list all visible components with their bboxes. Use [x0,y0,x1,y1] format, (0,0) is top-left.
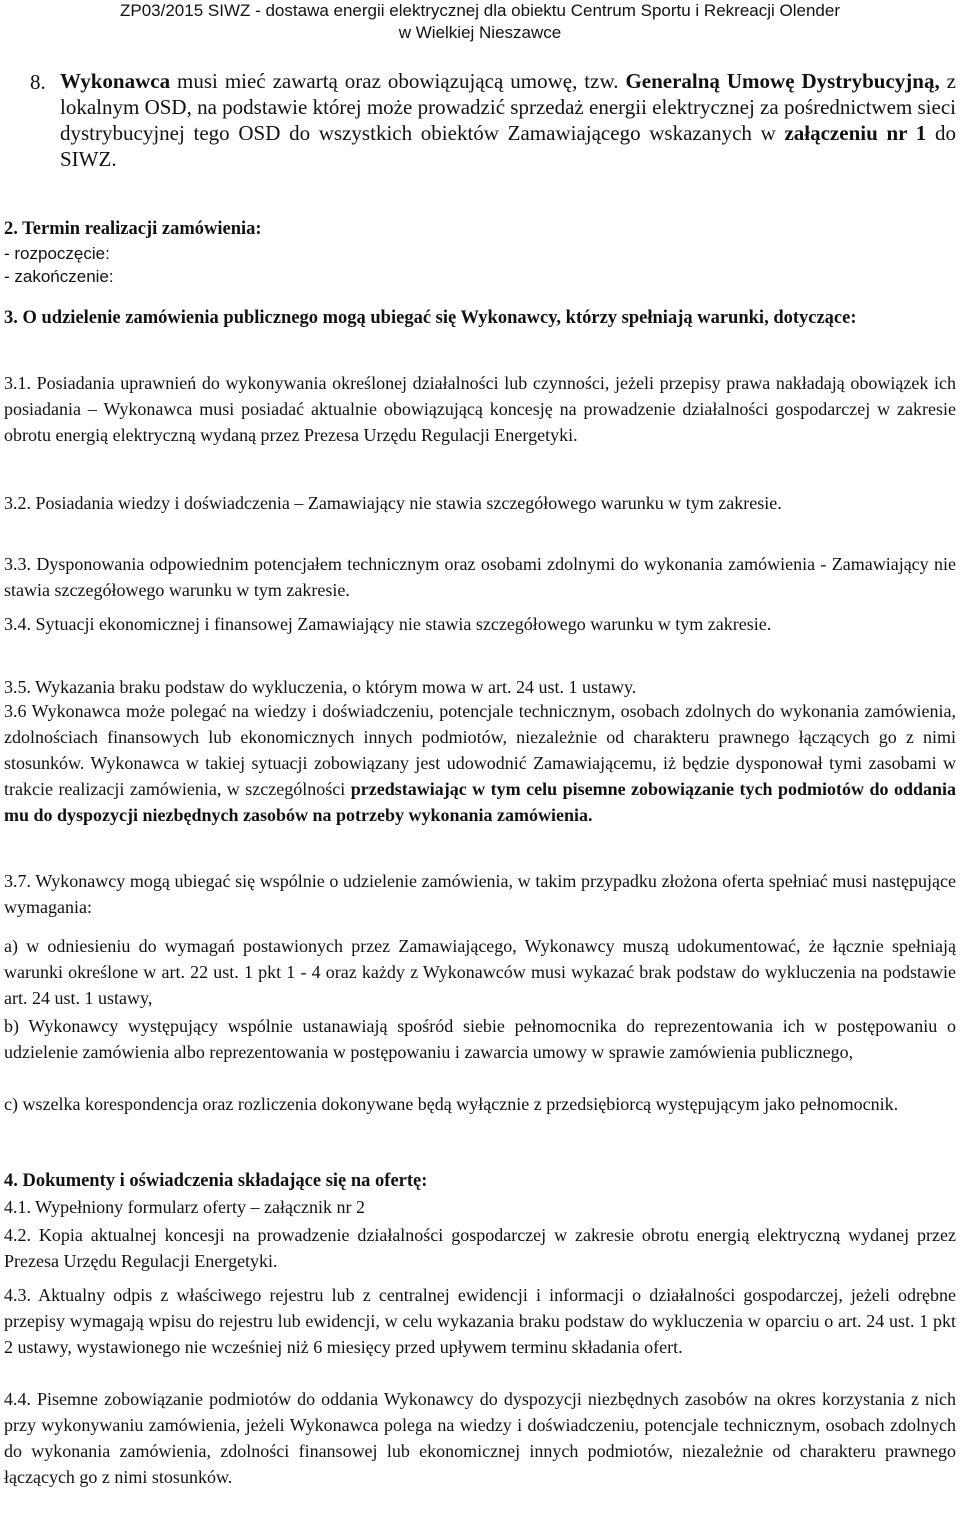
paragraph-3-3: 3.3. Dysponowania odpowiednim potencjałem technicznym oraz osobami zdolnymi do wykonania zamówienia - Zamawiający nie stawia szczegółowego warunku w tym zakresie. [4,554,956,600]
paragraph-4-4: 4.4. Pisemne zobowiązanie podmiotów do oddania Wykonawcy do dyspozycji niezbędnych zasobów na okres korzystania z nich przy wykonywaniu zamówienia, jeżeli Wykonawca polega na wiedzy i doświadczeniu, potencjale technicznym, osobach zdolnych do wykonania zamówienia, zdolności finansowej lub ekonomicznej innych podmiotów, niezależnie od charakteru prawnego łączących go z nimi stosunków. [4,1389,956,1487]
paragraph-4-1: 4.1. Wypełniony formularz oferty – załącznik nr 2 [4,1197,365,1217]
section-3-heading: 3. O udzielenie zamówienia publicznego mogą ubiegać się Wykonawcy, którzy spełniają warunki, dotyczące: [4,308,857,328]
page-header [0,0,960,44]
section-2-start: - rozpoczęcie: [4,244,110,263]
item-8-text-3: do SIWZ. [60,121,956,171]
paragraph-3-1: 3.1. Posiadania uprawnień do wykonywania określonej działalności lub czynności, jeżeli przepisy prawa nakładają obowiązek ich posiadania – Wykonawca musi posiadać aktualnie obowiązującą koncesję na prowadzenie działalności gospodarczej w zakresie obrotu energią elektryczną wydaną przez Prezesa Urzędu Regulacji Energetyki. [4,373,956,445]
paragraph-3-6-bold: przedstawiając w tym celu pisemne zobowiązanie tych podmiotów do oddania mu do dyspozycji niezbędnych zasobów na potrzeby wykonania zamówienia. [4,779,956,825]
paragraph-3-6-text: 3.6 Wykonawca może polegać na wiedzy i doświadczeniu, potencjale technicznym, osobach zdolnych do wykonania zamówienia, zdolnościach finansowych lub ekonomicznych innych podmiotów, niezależnie od charakteru prawnego łączących go z nimi stosunków. Wykonawca w takiej sytuacji zobowiązany jest udowodnić Zamawiającemu, iż będzie dysponował tymi zasobami w trakcie realizacji zamówienia, w szczególności [4,701,956,799]
paragraph-3-2: 3.2. Posiadania wiedzy i doświadczenia – Zamawiający nie stawia szczegółowego warunku w tym zakresie. [4,493,782,513]
paragraph-3-7-c: c) wszelka korespondencja oraz rozliczenia dokonywane będą wyłącznie z przedsiębiorcą występującym jako pełnomocnik. [4,1094,899,1114]
paragraph-3-5: 3.5. Wykazania braku podstaw do wykluczenia, o którym mowa w art. 24 ust. 1 ustawy. [4,677,637,697]
paragraph-4-2: 4.2. Kopia aktualnej koncesji na prowadzenie działalności gospodarczej w zakresie obrotu energią elektryczną wydanej przez Prezesa Urzędu Regulacji Energetyki. [4,1225,956,1271]
item-8-number: 8. [30,70,46,94]
paragraph-3-7-b: b) Wykonawcy występujący wspólnie ustanawiają spośród siebie pełnomocnika do reprezentowania ich w postępowaniu o udzielenie zamówienia albo reprezentowania w postępowaniu i zawarcia umowy w sprawie zamówienia publicznego, [4,1016,956,1062]
item-8-bold-2: załączeniu nr 1 [784,121,927,145]
section-2-heading: 2. Termin realizacji zamówienia: [4,219,262,239]
header-line-1: ZP03/2015 SIWZ - dostawa energii elektrycznej dla obiektu Centrum Sportu i Rekreacji Olender [119,1,840,20]
header-line-2: w Wielkiej Nieszawce [398,23,562,42]
paragraph-3-6 [4,698,956,828]
item-8-lead: Wykonawca [60,69,171,93]
section-2-end: - zakończenie: [4,267,114,286]
paragraph-3-7: 3.7. Wykonawcy mogą ubiegać się wspólnie o udzielenie zamówienia, w takim przypadku złożona oferta spełniać musi następujące wymagania: [4,871,956,917]
section-4-heading: 4. Dokumenty i oświadczenia składające się na ofertę: [4,1171,428,1191]
item-8-bold-1: Generalną Umowę Dystrybucyjną, [625,69,940,93]
paragraph-3-7-a: a) w odniesieniu do wymagań postawionych przez Zamawiającego, Wykonawcy muszą udokumentować, że łącznie spełniają warunki określone w art. 22 ust. 1 pkt 1 - 4 oraz każdy z Wykonawców musi wykazać brak podstaw do wykluczenia na podstawie art. 24 ust. 1 ustawy, [4,936,956,1008]
paragraph-4-3: 4.3. Aktualny odpis z właściwego rejestru lub z centralnej ewidencji i informacji o działalności gospodarczej, jeżeli odrębne przepisy wymagają wpisu do rejestru lub ewidencji, w celu wykazania braku podstaw do wykluczenia w oparciu o art. 24 ust. 1 pkt 2 ustawy, wystawionego nie wcześniej niż 6 miesięcy przed upływem terminu składania ofert. [4,1285,956,1357]
paragraph-3-4: 3.4. Sytuacji ekonomicznej i finansowej Zamawiający nie stawia szczegółowego warunku w tym zakresie. [4,614,772,634]
item-8-text-1: musi mieć zawartą oraz obowiązującą umowę, tzw. [170,69,626,93]
item-8-paragraph [60,68,956,172]
item-8-text-2: z lokalnym OSD, na podstawie której może prowadzić sprzedaż energii elektrycznej za pośrednictwem sieci dystrybucyjnej tego OSD do wszystkich obiektów Zamawiającego wskazanych w [60,69,957,145]
